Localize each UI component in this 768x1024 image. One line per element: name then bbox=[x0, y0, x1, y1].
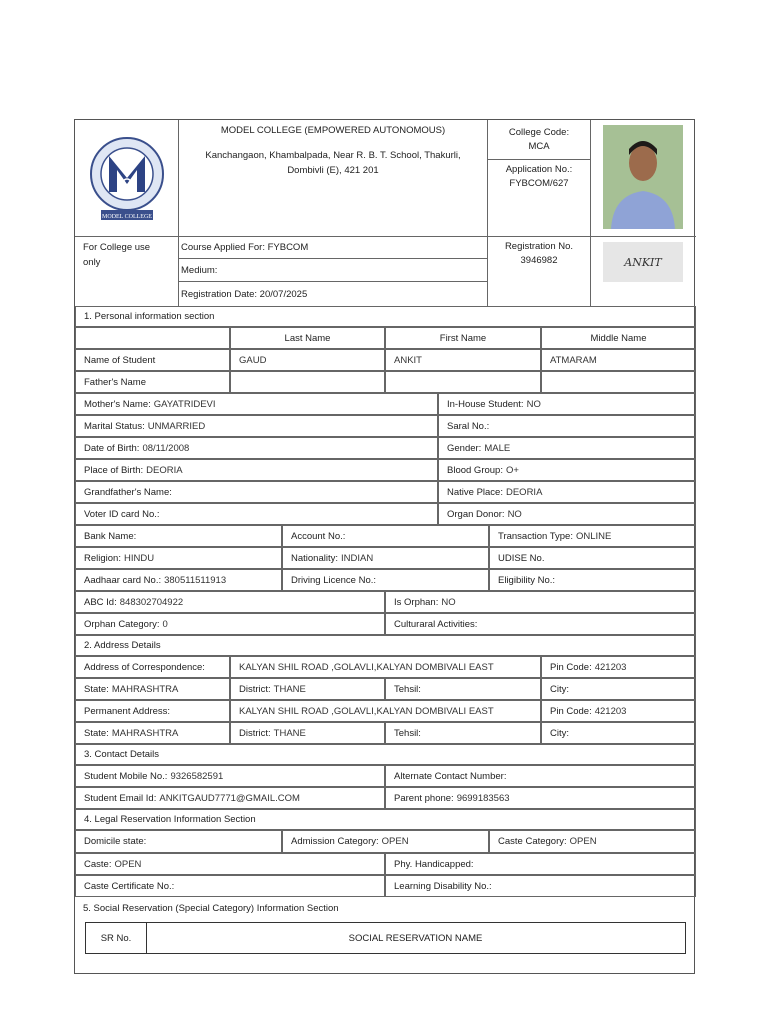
svg-text:MODEL COLLEGE: MODEL COLLEGE bbox=[102, 214, 152, 220]
permanent-address: KALYAN SHIL ROAD ,GOLAVLI,KALYAN DOMBIVALI EAST bbox=[230, 700, 541, 722]
col-first-name: First Name bbox=[385, 327, 541, 349]
college-use-label: For College use only bbox=[83, 242, 151, 269]
orphan-category: Orphan Category: 0 bbox=[75, 613, 385, 635]
saral-no: Saral No.: bbox=[438, 415, 696, 437]
signature-cell bbox=[591, 236, 696, 306]
father-last-name bbox=[230, 371, 385, 393]
registration-date-text: Registration Date: 20/07/2025 bbox=[181, 288, 308, 300]
eligibility-no: Eligibility No.: bbox=[489, 569, 696, 591]
grandfather-name: Grandfather's Name: bbox=[75, 481, 438, 503]
account-no: Account No.: bbox=[282, 525, 489, 547]
signature-text: ANKIT bbox=[624, 255, 662, 269]
col-social-reservation-name: SOCIAL RESERVATION NAME bbox=[348, 932, 483, 944]
date-of-birth: Date of Birth: 08/11/2008 bbox=[75, 437, 438, 459]
student-mobile: Student Mobile No.: 9326582591 bbox=[75, 765, 385, 787]
udise-no: UDISE No. bbox=[489, 547, 696, 569]
nationality: Nationality: INDIAN bbox=[282, 547, 489, 569]
inhouse-student: In-House Student: NO bbox=[438, 393, 696, 415]
student-photo-icon bbox=[603, 125, 683, 229]
section-social bbox=[75, 897, 696, 919]
domicile-state: Domicile state: bbox=[75, 830, 282, 853]
father-first-name bbox=[385, 371, 541, 393]
name-col-blank bbox=[75, 327, 230, 349]
father-name-label: Father's Name bbox=[75, 371, 230, 393]
place-of-birth: Place of Birth: DEORIA bbox=[75, 459, 438, 481]
correspondence-state: State: MAHRASHTRA bbox=[75, 678, 230, 700]
permanent-tehsil: Tehsil: bbox=[385, 722, 541, 744]
driving-licence: Driving Licence No.: bbox=[282, 569, 489, 591]
college-info bbox=[179, 120, 488, 236]
student-photo bbox=[603, 125, 683, 229]
correspondence-city: City: bbox=[541, 678, 696, 700]
section-address bbox=[75, 635, 696, 656]
medium bbox=[179, 259, 488, 282]
photo-cell bbox=[591, 120, 696, 236]
registration-no-cell bbox=[488, 236, 591, 306]
col-last-name: Last Name bbox=[230, 327, 385, 349]
permanent-label: Permanent Address: bbox=[75, 700, 230, 722]
caste-category: Caste Category: OPEN bbox=[489, 830, 696, 853]
native-place: Native Place: DEORIA bbox=[438, 481, 696, 503]
registration-no-label: Registration No. bbox=[504, 241, 574, 252]
gender: Gender: MALE bbox=[438, 437, 696, 459]
correspondence-tehsil: Tehsil: bbox=[385, 678, 541, 700]
section-social-title: 5. Social Reservation (Special Category) Information Section bbox=[83, 902, 339, 914]
transaction-type: Transaction Type: ONLINE bbox=[489, 525, 696, 547]
caste: Caste: OPEN bbox=[75, 853, 385, 875]
college-address-line1: Kanchangaon, Khambalpada, Near R. B. T. School, Thakurli, bbox=[205, 150, 461, 162]
is-orphan: Is Orphan: NO bbox=[385, 591, 696, 613]
col-middle-name: Middle Name bbox=[541, 327, 696, 349]
organ-donor: Organ Donor: NO bbox=[438, 503, 696, 525]
caste-certificate: Caste Certificate No.: bbox=[75, 875, 385, 897]
abc-id: ABC Id: 848302704922 bbox=[75, 591, 385, 613]
permanent-state: State: MAHRASHTRA bbox=[75, 722, 230, 744]
application-no: FYBCOM/627 bbox=[509, 178, 569, 190]
correspondence-pin: Pin Code: 421203 bbox=[541, 656, 696, 678]
student-middle-name: ATMARAM bbox=[541, 349, 696, 371]
logo-cell bbox=[75, 120, 179, 236]
section-legal bbox=[75, 809, 696, 830]
permanent-pin: Pin Code: 421203 bbox=[541, 700, 696, 722]
parent-phone: Parent phone: 9699183563 bbox=[385, 787, 696, 809]
section-personal-title: 1. Personal information section bbox=[84, 311, 215, 322]
course-applied-text: Course Applied For: FYBCOM bbox=[181, 242, 309, 253]
section-personal bbox=[75, 306, 696, 327]
college-code-label: College Code: bbox=[508, 127, 570, 138]
student-name-label: Name of Student bbox=[75, 349, 230, 371]
learning-disability: Learning Disability No.: bbox=[385, 875, 696, 897]
permanent-district: District: THANE bbox=[230, 722, 385, 744]
phy-handicapped: Phy. Handicapped: bbox=[385, 853, 696, 875]
application-no-cell bbox=[488, 160, 591, 236]
marital-status: Marital Status: UNMARRIED bbox=[75, 415, 438, 437]
cultural-activities: Culturaral Activities: bbox=[385, 613, 696, 635]
college-logo-icon bbox=[87, 126, 167, 230]
student-first-name: ANKIT bbox=[385, 349, 541, 371]
student-last-name: GAUD bbox=[230, 349, 385, 371]
mother-name: Mother's Name: GAYATRIDEVI bbox=[75, 393, 438, 415]
medium-text: Medium: bbox=[181, 264, 218, 276]
bank-name: Bank Name: bbox=[75, 525, 282, 547]
college-code: MCA bbox=[528, 141, 550, 153]
section-contact bbox=[75, 744, 696, 765]
social-table bbox=[85, 922, 686, 954]
section-contact-title: 3. Contact Details bbox=[84, 749, 159, 760]
college-code-cell bbox=[488, 120, 591, 160]
course-applied bbox=[179, 236, 488, 259]
permanent-city: City: bbox=[541, 722, 696, 744]
correspondence-label: Address of Correspondence: bbox=[75, 656, 230, 678]
father-middle-name bbox=[541, 371, 696, 393]
correspondence-address: KALYAN SHIL ROAD ,GOLAVLI,KALYAN DOMBIVALI EAST bbox=[230, 656, 541, 678]
col-sr-no: SR No. bbox=[86, 923, 147, 953]
voter-id: Voter ID card No.: bbox=[75, 503, 438, 525]
blood-group: Blood Group: O+ bbox=[438, 459, 696, 481]
section-address-title: 2. Address Details bbox=[84, 640, 161, 651]
section-legal-title: 4. Legal Reservation Information Section bbox=[84, 814, 256, 825]
registration-date bbox=[179, 282, 488, 306]
college-name: MODEL COLLEGE (EMPOWERED AUTONOMOUS) bbox=[220, 125, 446, 136]
religion: Religion: HINDU bbox=[75, 547, 282, 569]
alternate-contact: Alternate Contact Number: bbox=[385, 765, 696, 787]
registration-no: 3946982 bbox=[520, 255, 558, 267]
college-address-line2: Dombivli (E), 421 201 bbox=[287, 164, 379, 176]
correspondence-district: District: THANE bbox=[230, 678, 385, 700]
aadhaar-no: Aadhaar card No.: 380511511913 bbox=[75, 569, 282, 591]
admission-form bbox=[74, 119, 695, 974]
signature bbox=[603, 242, 683, 282]
student-email: Student Email Id: ANKITGAUD7771@GMAIL.COM bbox=[75, 787, 385, 809]
college-use-cell bbox=[75, 236, 179, 306]
application-no-label: Application No.: bbox=[505, 164, 573, 175]
admission-category: Admission Category: OPEN bbox=[282, 830, 489, 853]
